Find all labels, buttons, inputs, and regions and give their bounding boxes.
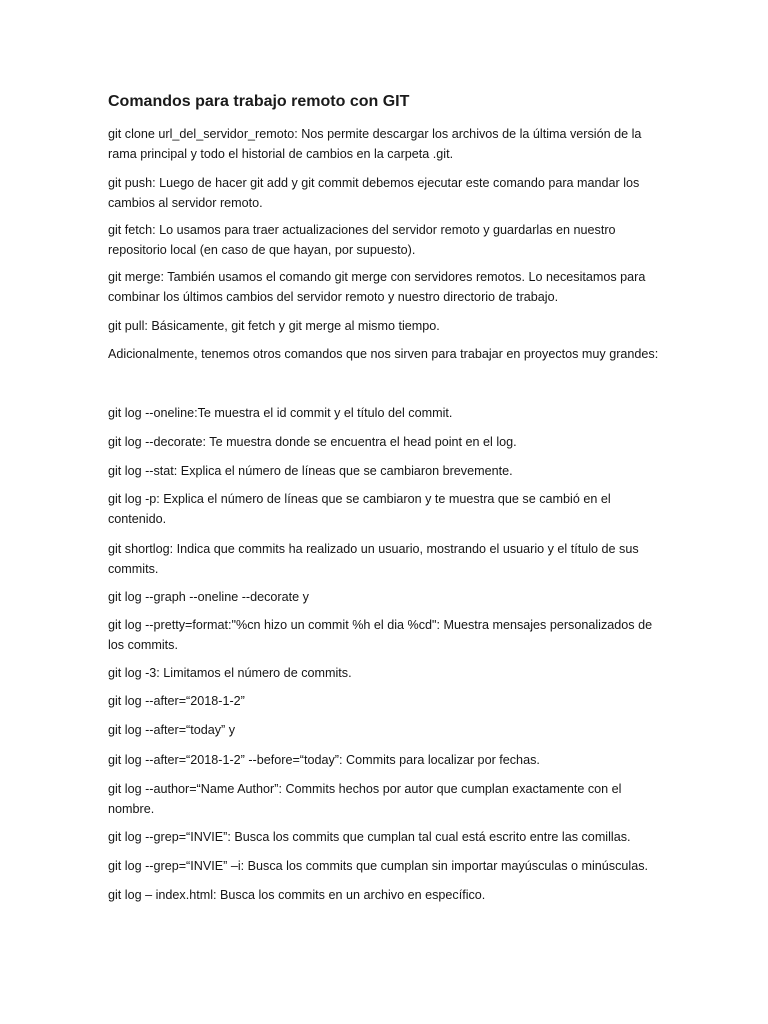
paragraph-log-author: git log --author=“Name Author”: Commits hechos por autor que cumplan exactamente con el nombre. bbox=[108, 782, 622, 816]
paragraph-log-after-date: git log --after=“2018-1-2” bbox=[108, 694, 245, 708]
paragraph-log-after-before: git log --after=“2018-1-2” --before=“today”: Commits para localizar por fechas. bbox=[108, 753, 540, 767]
paragraph-log-pretty: git log --pretty=format:"%cn hizo un commit %h el dia %cd": Muestra mensajes personalizados de los commits. bbox=[108, 618, 653, 652]
paragraph-log-grep: git log --grep=“INVIE”: Busca los commits que cumplan tal cual está escrito entre las comillas. bbox=[108, 830, 631, 844]
paragraph-log-file: git log – index.html: Busca los commits en un archivo en específico. bbox=[108, 888, 486, 902]
paragraph-log-graph: git log --graph --oneline --decorate y bbox=[108, 590, 309, 604]
paragraph-log-stat: git log --stat: Explica el número de líneas que se cambiaron brevemente. bbox=[108, 464, 513, 478]
paragraph-shortlog: git shortlog: Indica que commits ha realizado un usuario, mostrando el usuario y el título de sus commits. bbox=[108, 542, 639, 576]
document-title: Comandos para trabajo remoto con GIT bbox=[108, 93, 410, 110]
paragraph-log-decorate: git log --decorate: Te muestra donde se encuentra el head point en el log. bbox=[108, 435, 517, 449]
paragraph-log-after-today: git log --after=“today” y bbox=[108, 723, 236, 737]
paragraph-git-pull: git pull: Básicamente, git fetch y git merge al mismo tiempo. bbox=[108, 319, 440, 333]
paragraph-git-merge: git merge: También usamos el comando git merge con servidores remotos. Lo necesitamos para combinar los últimos cambios del servidor remoto y nuestro directorio de trabajo. bbox=[108, 270, 646, 304]
paragraph-log-3: git log -3: Limitamos el número de commits. bbox=[108, 666, 352, 680]
paragraph-log-p: git log -p: Explica el número de líneas que se cambiaron y te muestra que se cambió en el contenido. bbox=[108, 492, 611, 526]
paragraph-git-fetch: git fetch: Lo usamos para traer actualizaciones del servidor remoto y guardarlas en nuestro repositorio local (en caso de que hayan, por supuesto). bbox=[108, 223, 616, 257]
paragraph-git-clone: git clone url_del_servidor_remoto: Nos permite descargar los archivos de la última versión de la rama principal y todo el historial de cambios en la carpeta .git. bbox=[108, 127, 642, 161]
paragraph-adicionalmente: Adicionalmente, tenemos otros comandos que nos sirven para trabajar en proyectos muy grandes: bbox=[108, 347, 659, 361]
paragraph-log-oneline: git log --oneline:Te muestra el id commit y el título del commit. bbox=[108, 406, 453, 420]
paragraph-log-grep-i: git log --grep=“INVIE” –i: Busca los commits que cumplan sin importar mayúsculas o minúsculas. bbox=[108, 859, 648, 873]
paragraph-git-push: git push: Luego de hacer git add y git commit debemos ejecutar este comando para mandar los cambios al servidor remoto. bbox=[108, 176, 640, 210]
